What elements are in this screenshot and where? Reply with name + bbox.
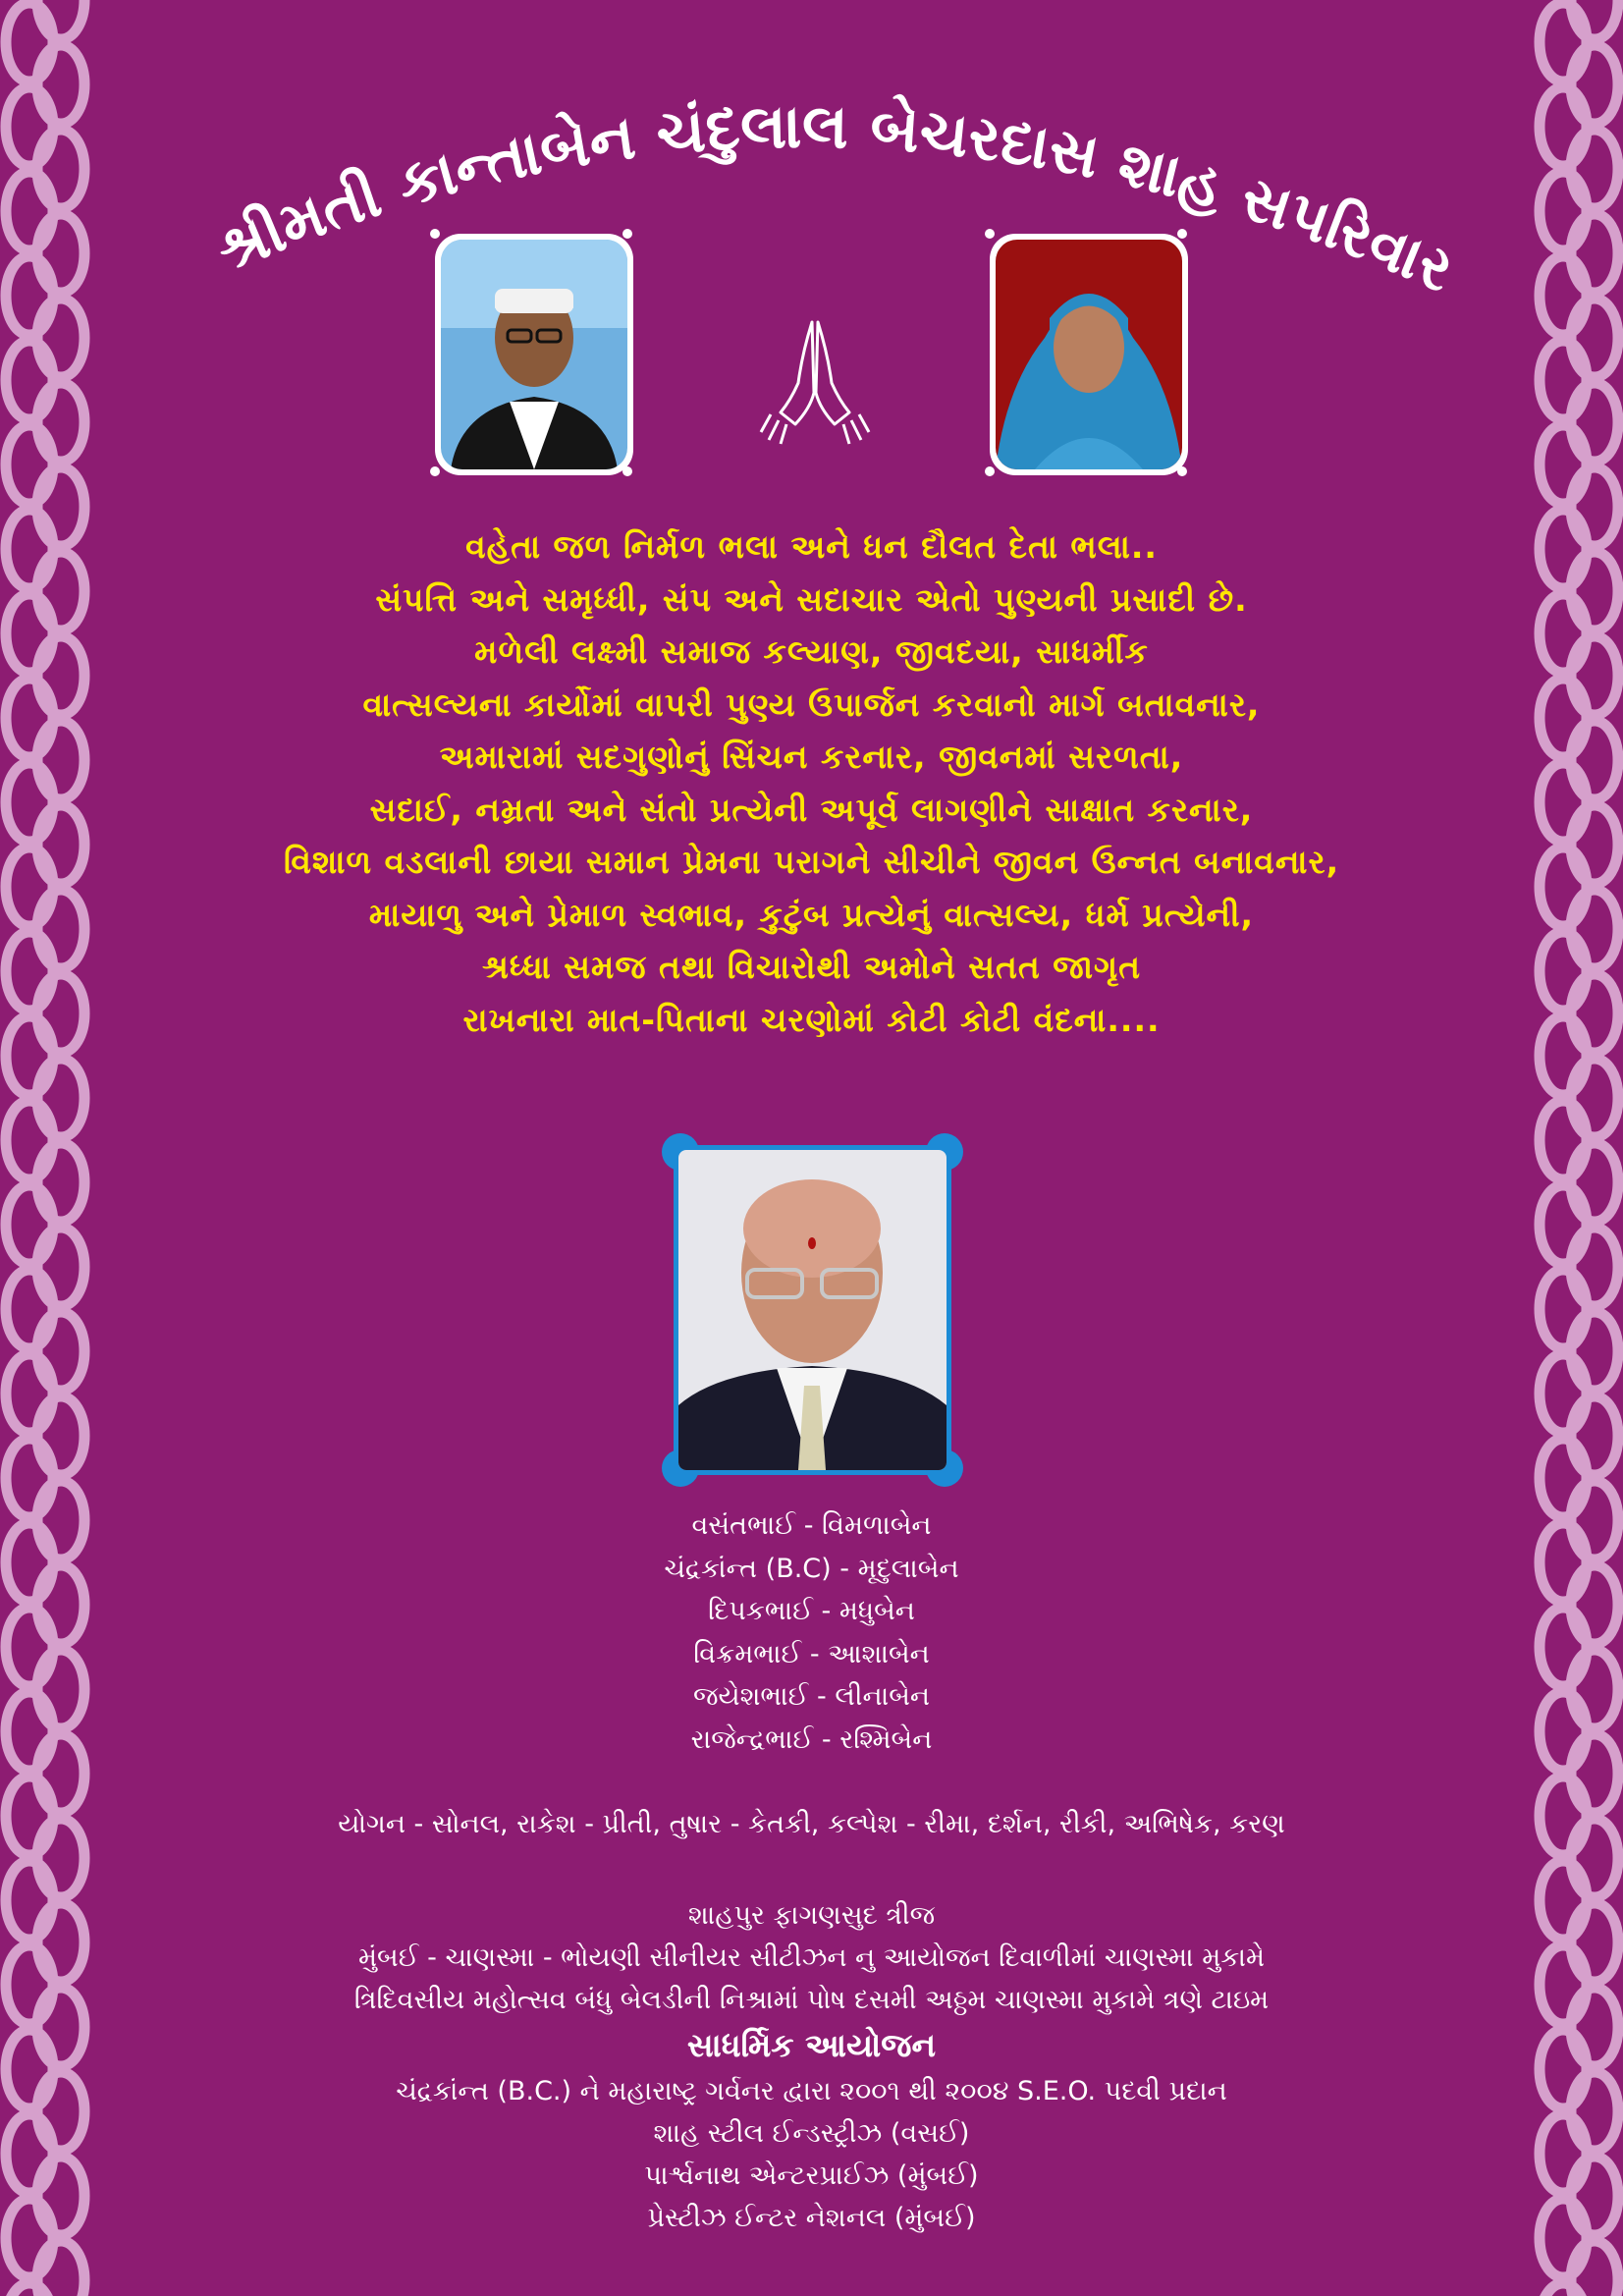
poem-line: અમારામાં સદગુણોનું સિંચન કરનાર, જીવનમાં સરળતા, [439,738,1184,776]
poem-line: વાત્સલ્યના કાર્યોમાં વાપરી પુણ્ય ઉપાર્જન કરવાનો માર્ગ બતાવનાર, [362,684,1261,724]
footer-line: શાહ સ્ટીલ ઈન્ડસ્ટ્રીઝ (વસઈ) [653,2118,970,2149]
couple-name: વિક્રમભાઈ - આશાબેન [693,1638,930,1669]
svg-text:શ્રીમતી કાન્તાબેન ચંદુલાલ બેચર [206,90,1464,306]
father-photo [435,234,633,475]
footer-line: પાર્શ્વનાથ એન્ટરપ્રાઈઝ (મુંબઈ) [644,2160,979,2191]
poem-line: સંપત્તિ અને સમૃધ્ધી, સંપ અને સદાચાર એતો પુણ્યની પ્રસાદી છે. [375,579,1248,619]
father-portrait-image [441,240,627,469]
poem-line: સદાઈ, નમ્રતા અને સંતો પ્રત્યેની અપૂર્વ લાગણીને સાક્ષાત કરનાર, [369,790,1254,829]
chandrakant-portrait-image [678,1150,947,1470]
footer-info [118,1894,1505,2239]
tribute-poem [118,520,1505,1046]
mother-portrait-image [996,240,1182,469]
couple-name: દિપકભાઈ - મધુબેન [708,1596,915,1626]
poem-line: મળેલી લક્ષ્મી સમાજ કલ્યાણ, જીવદયા, સાધર્મીક [474,632,1149,671]
poem-line: વહેતા જળ નિર્મળ ભલા અને ધન દૌલત દેતા ભલા.. [465,527,1158,566]
poem-line: રાખનારા માત-પિતાના ચરણોમાં કોટી કોટી વંદના.... [462,1000,1161,1039]
mother-photo [990,234,1188,475]
footer-line: ચંદ્રકાંન્ત (B.C.) ને મહારાષ્ટ્ર ગર્વનર દ્વારા ૨૦૦૧ થી ૨૦૦૪ S.E.O. પદવી પ્રદાન [396,2076,1227,2106]
poem-line: વિશાળ વડલાની છાયા સમાન પ્રેમના પરાગને સીચીને જીવન ઉન્નત બનાવનાર, [283,843,1340,881]
couple-name: જયેશભાઈ - લીનાબેન [692,1681,931,1712]
chandrakant-photo [674,1145,951,1475]
footer-heading: સાધર્મિક આયોજન [686,2026,937,2064]
grandchildren-line: યોગન - સોનલ, રાકેશ - પ્રીતી, તુષાર - કેતકી, કલ્પેશ - રીમા, દર્શન, રીકી, અભિષેક, કરણ [338,1809,1285,1839]
couple-name: ચંદ્રકાંન્ત (B.C) - મૃદુલાબેન [664,1553,959,1584]
poem-line: શ્રધ્ધા સમજ તથા વિચારોથી અમોને સતત જાગૃત [481,948,1142,986]
footer-line: ત્રિદિવસીય મહોત્સવ બંધુ બેલડીની નિશ્રામાં પોષ દસમી અઠ્ઠમ ચાણસ્મા મુકામે ત્રણે ટાઇમ [353,1985,1270,2015]
couple-name: રાજેન્દ્રભાઈ - રશ્મિબેન [690,1723,933,1755]
footer-line: મુંબઈ - ચાણસ્મા - ભોયણી સીનીયર સીટીઝન નુ આયોજન દિવાળીમાં ચાણસ્મા મુકામે [357,1942,1266,1973]
poem-line: માયાળુ અને પ્રેમાળ સ્વભાવ, કુટુંબ પ્રત્યેનું વાત્સલ્ય, ધર્મ પ્રત્યેની, [368,895,1255,934]
family-couples-list [196,1504,1427,1761]
footer-line: શાહપુર ફાગણસુદ ત્રીજ [687,1900,936,1931]
couple-name: વસંતભાઈ - વિમળાબેન [691,1510,932,1541]
namaste-hands-icon [751,314,879,447]
footer-line: પ્રેસ્ટીઝ ઈન્ટર નેશનલ (મુંબઈ) [647,2203,976,2233]
page-title: શ્રીમતી કાન્તાબેન ચંદુલાલ બેચરદાસ શાહ સપરિવાર [205,89,1464,306]
